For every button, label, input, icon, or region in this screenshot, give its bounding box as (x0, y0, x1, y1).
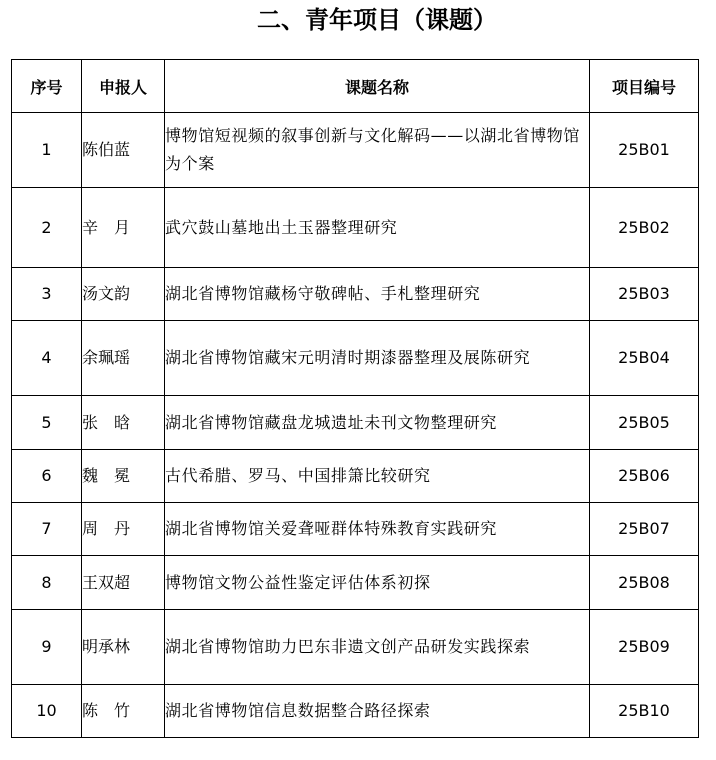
row-no: 6 (12, 450, 82, 503)
row-no: 10 (12, 685, 82, 738)
row-topic: 博物馆短视频的叙事创新与文化解码——以湖北省博物馆为个案 (165, 113, 590, 188)
row-applicant: 汤文韵 (82, 268, 165, 321)
table-row (12, 685, 699, 738)
table-row (12, 556, 699, 610)
row-no: 7 (12, 503, 82, 556)
row-applicant: 陈伯蓝 (82, 113, 165, 188)
row-no: 8 (12, 556, 82, 610)
row-no: 2 (12, 188, 82, 268)
row-code: 25B08 (590, 556, 699, 610)
row-applicant: 张 晗 (82, 396, 165, 450)
row-applicant: 陈 竹 (82, 685, 165, 738)
row-applicant: 周 丹 (82, 503, 165, 556)
row-code: 25B05 (590, 396, 699, 450)
row-topic: 湖北省博物馆关爱聋哑群体特殊教育实践研究 (165, 503, 590, 556)
table-row (12, 396, 699, 450)
row-applicant: 辛 月 (82, 188, 165, 268)
row-code: 25B10 (590, 685, 699, 738)
row-applicant: 魏 冕 (82, 450, 165, 503)
row-no: 3 (12, 268, 82, 321)
row-applicant: 明承林 (82, 610, 165, 685)
header-no: 序号 (12, 60, 82, 113)
row-code: 25B04 (590, 321, 699, 396)
row-no: 5 (12, 396, 82, 450)
table-row (12, 450, 699, 503)
table-row (12, 113, 699, 188)
row-code: 25B02 (590, 188, 699, 268)
row-code: 25B03 (590, 268, 699, 321)
header-code: 项目编号 (590, 60, 699, 113)
row-no: 4 (12, 321, 82, 396)
table-row (12, 321, 699, 396)
row-topic: 湖北省博物馆藏盘龙城遗址未刊文物整理研究 (165, 396, 590, 450)
table-row (12, 610, 699, 685)
row-applicant: 余珮瑶 (82, 321, 165, 396)
row-topic: 武穴鼓山墓地出土玉器整理研究 (165, 188, 590, 268)
row-topic: 古代希腊、罗马、中国排箫比较研究 (165, 450, 590, 503)
row-code: 25B09 (590, 610, 699, 685)
row-topic: 博物馆文物公益性鉴定评估体系初探 (165, 556, 590, 610)
row-topic: 湖北省博物馆藏宋元明清时期漆器整理及展陈研究 (165, 321, 590, 396)
table-header-row (12, 60, 699, 113)
row-code: 25B01 (590, 113, 699, 188)
row-code: 25B06 (590, 450, 699, 503)
table-row (12, 268, 699, 321)
row-topic: 湖北省博物馆信息数据整合路径探索 (165, 685, 590, 738)
page-title: 二、青年项目（课题） (257, 6, 497, 34)
header-topic: 课题名称 (165, 60, 590, 113)
row-topic: 湖北省博物馆助力巴东非遗文创产品研发实践探索 (165, 610, 590, 685)
table-row (12, 503, 699, 556)
row-topic: 湖北省博物馆藏杨守敬碑帖、手札整理研究 (165, 268, 590, 321)
row-applicant: 王双超 (82, 556, 165, 610)
table-row (12, 188, 699, 268)
header-applicant: 申报人 (82, 60, 165, 113)
row-no: 1 (12, 113, 82, 188)
row-code: 25B07 (590, 503, 699, 556)
project-table (11, 59, 699, 738)
row-no: 9 (12, 610, 82, 685)
